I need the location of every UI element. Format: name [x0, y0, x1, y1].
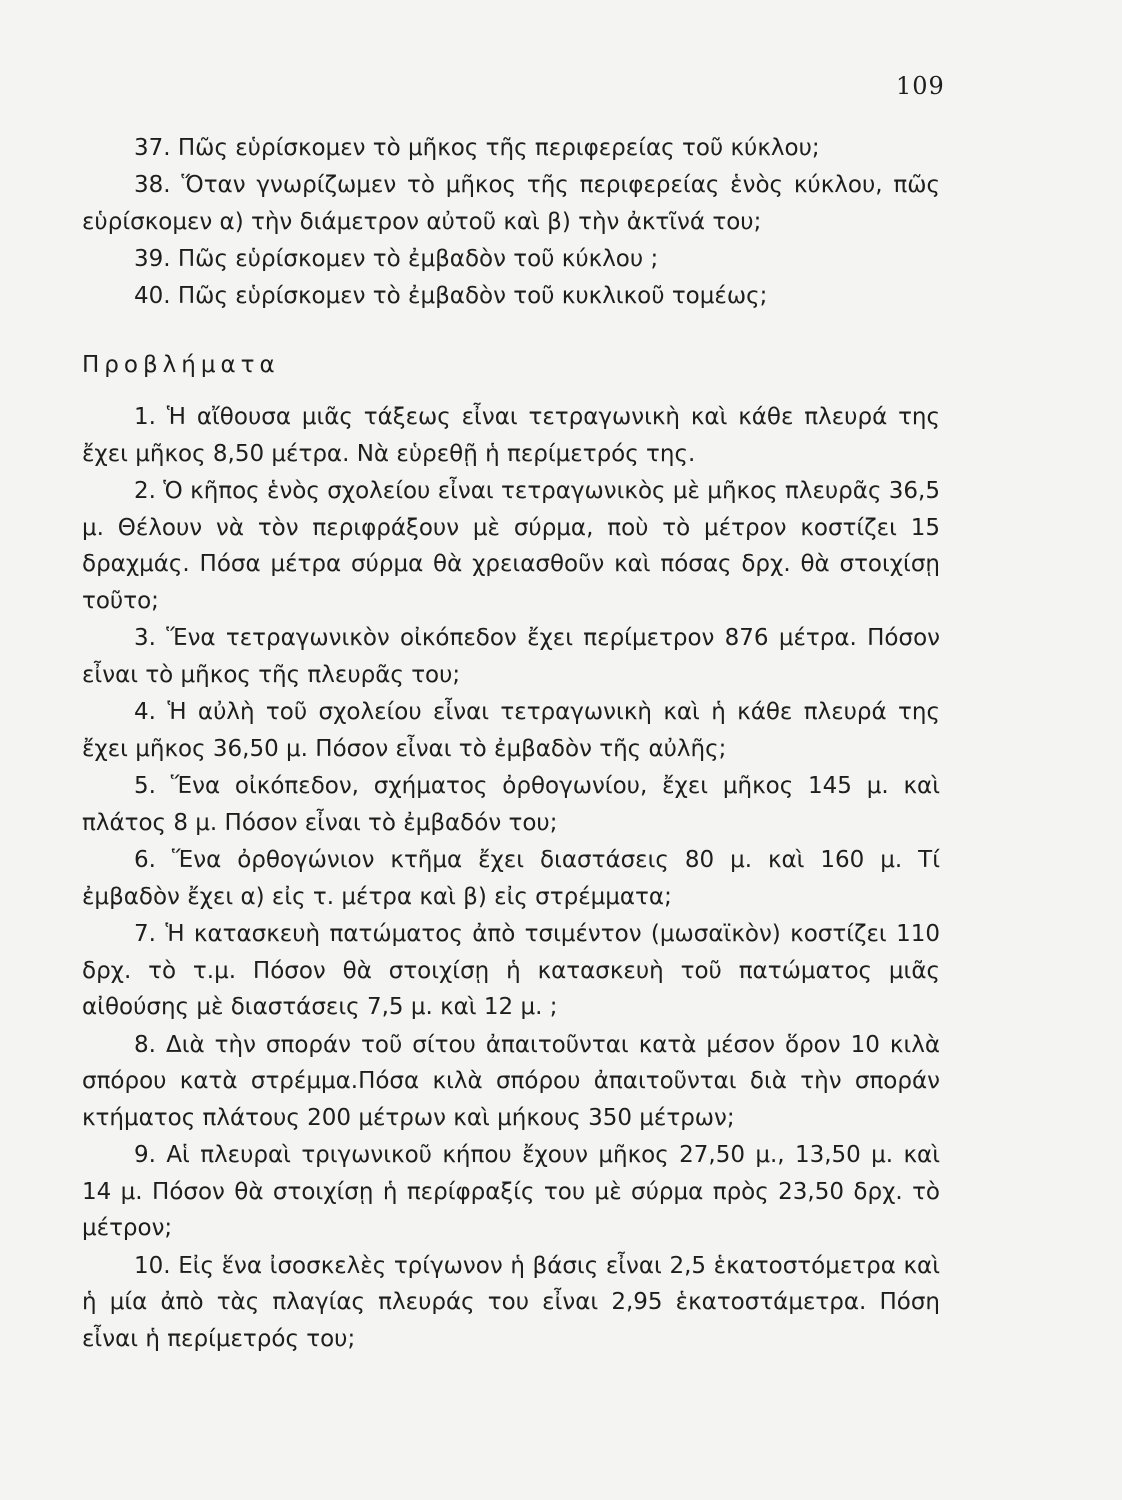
- problem-10: 10. Εἰς ἕνα ἰσοσκελὲς τρίγωνον ἡ βάσις εἶναι 2,5 ἑκατοστόμετρα καὶ ἡ μία ἀπὸ τὰς πλαγίας πλευράς του εἶναι 2,95 ἑκατοστάμετρα. Πόση εἶναι ἡ περίμετρός του;: [82, 1252, 940, 1352]
- review-questions: [82, 130, 940, 315]
- problems-list: [82, 399, 940, 1357]
- question-38: 38. Ὅταν γνωρίζωμεν τὸ μῆκος τῆς περιφερείας ἑνὸς κύκλου, πῶς εὑρίσκομεν α) τὴν διάμετρον αὐτοῦ καὶ β) τὴν ἀκτῖνά του;: [82, 172, 940, 235]
- question-40: 40. Πῶς εὑρίσκομεν τὸ ἐμβαδὸν τοῦ κυκλικοῦ τομέως;: [134, 283, 768, 309]
- problem-3: 3. Ἕνα τετραγωνικὸν οἰκόπεδον ἔχει περίμετρον 876 μέτρα. Πόσον εἶναι τὸ μῆκος τῆς πλευρᾶς του;: [82, 625, 940, 688]
- problem-8: 8. Διὰ τὴν σποράν τοῦ σίτου ἀπαιτοῦνται κατὰ μέσον ὅρον 10 κιλὰ σπόρου κατὰ στρέμμα.Πόσα κιλὰ σπόρου ἀπαιτοῦνται διὰ τὴν σποράν κτήματος πλάτους 200 μέτρων καὶ μήκους 350 μέτρων;: [82, 1031, 940, 1131]
- section-title: Προβλήματα: [82, 352, 280, 378]
- question-37: 37. Πῶς εὑρίσκομεν τὸ μῆκος τῆς περιφερείας τοῦ κύκλου;: [134, 135, 820, 161]
- problem-5: 5. Ἕνα οἰκόπεδον, σχήματος ὀρθογωνίου, ἔχει μῆκος 145 μ. καὶ πλάτος 8 μ. Πόσον εἶναι τὸ ἐμβαδόν του;: [82, 773, 940, 836]
- problem-4: 4. Ἡ αὐλὴ τοῦ σχολείου εἶναι τετραγωνικὴ καὶ ἡ κάθε πλευρά της ἔχει μῆκος 36,50 μ. Πόσον εἶναι τὸ ἐμβαδὸν τῆς αὐλῆς;: [82, 699, 940, 762]
- problem-2: 2. Ὁ κῆπος ἑνὸς σχολείου εἶναι τετραγωνικὸς μὲ μῆκος πλευρᾶς 36,5 μ. Θέλουν νὰ τὸν περιφράξουν μὲ σύρμα, ποὺ τὸ μέτρον κοστίζει 15 δραχμάς. Πόσα μέτρα σύρμα θὰ χρειασθοῦν καὶ πόσας δρχ. θὰ στοιχίσῃ τοῦτο;: [82, 478, 940, 614]
- page-number: 109: [896, 72, 945, 100]
- problem-7: 7. Ἡ κατασκευὴ πατώματος ἀπὸ τσιμέντον (μωσαϊκὸν) κοστίζει 110 δρχ. τὸ τ.μ. Πόσον θὰ στοιχίσῃ ἡ κατασκευὴ τοῦ πατώματος μιᾶς αἰθούσης μὲ διαστάσεις 7,5 μ. καὶ 12 μ. ;: [82, 921, 940, 1020]
- problem-6: 6. Ἕνα ὀρθογώνιον κτῆμα ἔχει διαστάσεις 80 μ. καὶ 160 μ. Τί ἐμβαδὸν ἔχει α) εἰς τ. μέτρα καὶ β) εἰς στρέμματα;: [82, 847, 940, 910]
- page-content: [82, 130, 940, 1358]
- problem-9: 9. Αἱ πλευραὶ τριγωνικοῦ κήπου ἔχουν μῆκος 27,50 μ., 13,50 μ. καὶ 14 μ. Πόσον θὰ στοιχίσῃ ἡ περίφραξίς του μὲ σύρμα πρὸς 23,50 δρχ. τὸ μέτρον;: [82, 1142, 940, 1241]
- problem-1: 1. Ἡ αἴθουσα μιᾶς τάξεως εἶναι τετραγωνικὴ καὶ κάθε πλευρά της ἔχει μῆκος 8,50 μέτρα. Νὰ εὑρεθῇ ἡ περίμετρός της.: [82, 404, 940, 467]
- question-39: 39. Πῶς εὑρίσκομεν τὸ ἐμβαδὸν τοῦ κύκλου ;: [134, 246, 659, 272]
